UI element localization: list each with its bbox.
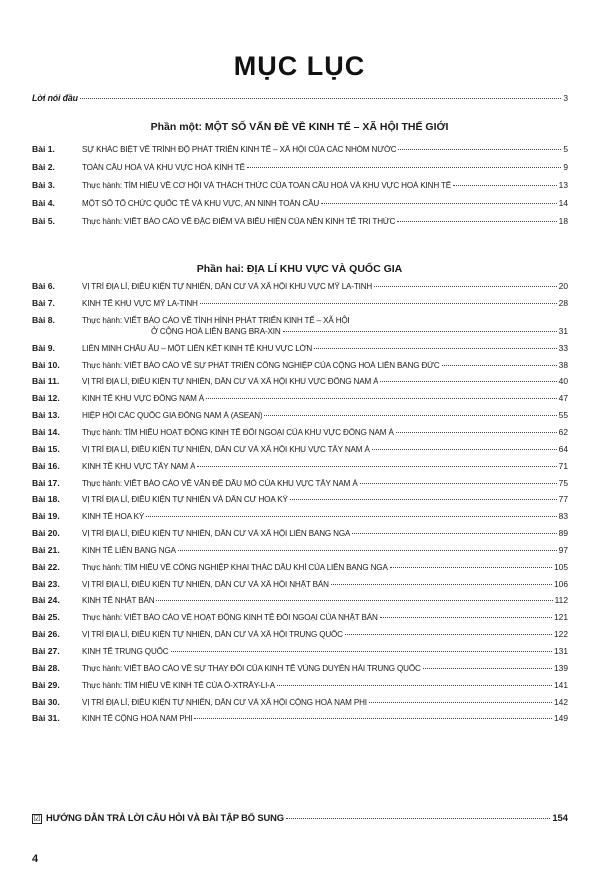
leader-dots <box>360 483 557 484</box>
leader-dots <box>286 818 551 819</box>
lesson-number: Bài 13. <box>32 410 60 421</box>
lesson-title: Thực hành: VIẾT BÁO CÁO VỀ TÌNH HÌNH PHÁT TRIỂN KINH TẾ – XÃ HỘI <box>82 315 350 325</box>
toc-preface-row[interactable] <box>32 93 568 103</box>
toc-entry[interactable] <box>32 697 568 707</box>
lesson-number: Bài 31. <box>32 713 60 724</box>
lesson-page: 105 <box>554 561 568 572</box>
part2-heading: Phần hai: ĐỊA LÍ KHU VỰC VÀ QUỐC GIA <box>196 263 403 275</box>
leader-dots <box>442 365 557 366</box>
lesson-title: Thực hành: TÌM HIỂU HOẠT ĐỘNG KINH TẾ ĐỐI NGOẠI CỦA KHU VỰC ĐÔNG NAM Á <box>82 427 394 437</box>
lesson-title: Thực hành: TÌM HIỂU VỀ CƠ HỘI VÀ THÁCH THỨC CỦA TOÀN CẦU HOÁ VÀ KHU VỰC HOÁ KINH TẾ <box>82 181 452 190</box>
lesson-number: Bài 28. <box>32 662 60 673</box>
toc-entry[interactable] <box>32 713 568 723</box>
lesson-title: LIÊN MINH CHÂU ÂU – MỘT LIÊN KẾT KINH TẾ KHU VỰC LỚN <box>82 343 313 353</box>
lesson-number: Bài 29. <box>32 679 60 690</box>
lesson-title: TOÀN CẦU HOÁ VÀ KHU VỰC HOÁ KINH TẾ <box>82 163 245 172</box>
lesson-title: VỊ TRÍ ĐỊA LÍ, ĐIỀU KIỆN TỰ NHIÊN, DÂN CƯ VÀ XÃ HỘI NHẬT BẢN <box>82 579 329 589</box>
lesson-number: Bài 10. <box>32 359 60 370</box>
lesson-number: Bài 20. <box>32 528 60 539</box>
lesson-number: Bài 11. <box>32 376 60 387</box>
lesson-number: Bài 4. <box>32 198 55 208</box>
lesson-page: 62 <box>558 426 568 437</box>
leader-dots <box>321 203 557 204</box>
lesson-title: VỊ TRÍ ĐỊA LÍ, ĐIỀU KIỆN TỰ NHIÊN, DÂN CƯ VÀ XÃ HỘI TRUNG QUỐC <box>82 630 343 640</box>
lesson-page: 13 <box>558 180 568 190</box>
toc-guide-row[interactable] <box>32 812 568 824</box>
leader-dots <box>314 348 557 349</box>
lesson-page: 77 <box>558 494 568 505</box>
leader-dots <box>374 286 557 287</box>
lesson-page: 141 <box>554 679 568 690</box>
lesson-number: Bài 12. <box>32 393 60 404</box>
toc-entry[interactable] <box>32 629 568 639</box>
toc-entry[interactable] <box>32 376 568 386</box>
lesson-number: Bài 23. <box>32 578 60 589</box>
toc-entry[interactable] <box>32 360 568 370</box>
lesson-page: 9 <box>563 162 568 172</box>
toc-entry[interactable] <box>32 494 568 504</box>
leader-dots <box>80 98 562 99</box>
preface-label: Lời nói đầu <box>32 93 78 103</box>
lesson-title: KINH TẾ KHU VỰC ĐÔNG NAM Á <box>82 394 205 404</box>
leader-dots <box>380 617 552 618</box>
lesson-number: Bài 21. <box>32 544 60 555</box>
lesson-page: 106 <box>554 578 568 589</box>
lesson-page: 83 <box>558 511 568 522</box>
lesson-page: 14 <box>558 198 568 208</box>
toc-entry[interactable] <box>32 646 568 656</box>
leader-dots <box>277 685 552 686</box>
lesson-number: Bài 24. <box>32 595 60 606</box>
lesson-page: 142 <box>554 696 568 707</box>
leader-dots <box>331 584 552 585</box>
lesson-number: Bài 27. <box>32 646 60 656</box>
toc-entry[interactable] <box>32 545 568 555</box>
toc-entry[interactable] <box>32 478 568 488</box>
leader-dots <box>398 149 561 150</box>
leader-dots <box>206 398 557 399</box>
toc-entry[interactable] <box>32 612 568 622</box>
page-number: 4 <box>32 853 39 865</box>
lesson-page: 18 <box>558 216 568 226</box>
lesson-page: 75 <box>558 477 568 488</box>
lesson-number: Bài 16. <box>32 460 60 471</box>
leader-dots <box>178 550 557 551</box>
preface-page: 3 <box>563 93 568 103</box>
lesson-title: VỊ TRÍ ĐỊA LÍ, ĐIỀU KIỆN TỰ NHIÊN, DÂN CƯ VÀ XÃ HỘI CỘNG HOÀ NAM PHI <box>82 697 367 707</box>
lesson-number: Bài 30. <box>32 696 60 707</box>
lesson-title: HIỆP HỘI CÁC QUỐC GIA ĐÔNG NAM Á (ASEAN) <box>82 411 263 421</box>
lesson-title: Thực hành: VIẾT BÁO CÁO VỀ ĐẶC ĐIỂM VÀ BIỂU HIỆN CỦA NỀN KINH TẾ TRI THỨC <box>82 217 396 226</box>
lesson-number: Bài 25. <box>32 612 60 623</box>
lesson-page: 31 <box>558 326 568 337</box>
leader-dots <box>423 668 552 669</box>
lesson-number: Bài 19. <box>32 511 60 522</box>
part1-heading: Phần một: MỘT SỐ VẤN ĐỀ VỀ KINH TẾ – XÃ HỘI THẾ GIỚI <box>150 121 449 133</box>
lesson-page: 121 <box>554 612 568 623</box>
lesson-title: VỊ TRÍ ĐỊA LÍ, ĐIỀU KIỆN TỰ NHIÊN, DÂN CƯ VÀ XÃ HỘI LIÊN BANG NGA <box>82 529 351 539</box>
checkbox-icon: ☑ <box>33 814 41 823</box>
lesson-number: Bài 18. <box>32 494 60 505</box>
leader-dots <box>171 651 553 652</box>
lesson-title: MỘT SỐ TỔ CHỨC QUỐC TẾ VÀ KHU VỰC, AN NINH TOÀN CẦU <box>82 199 320 208</box>
lesson-page: 131 <box>554 646 568 656</box>
toc-entry[interactable] <box>32 410 568 420</box>
lesson-title: KINH TẾ CỘNG HOÀ NAM PHI <box>82 714 193 724</box>
leader-dots <box>380 381 556 382</box>
lesson-title: KINH TẾ TRUNG QUỐC <box>82 647 169 656</box>
lesson-number: Bài 17. <box>32 477 60 488</box>
lesson-page: 149 <box>554 713 568 724</box>
lesson-title: Thực hành: VIẾT BÁO CÁO VỀ VẤN ĐỀ DẦU MỎ CỦA KHU VỰC TÂY NAM Á <box>82 478 358 488</box>
lesson-number: Bài 6. <box>32 281 55 291</box>
lesson-number: Bài 9. <box>32 342 55 353</box>
lesson-title: VỊ TRÍ ĐỊA LÍ, ĐIỀU KIỆN TỰ NHIÊN, DÂN CƯ VÀ XÃ HỘI KHU VỰC TÂY NAM Á <box>82 444 370 454</box>
leader-dots <box>264 415 556 416</box>
lesson-page: 33 <box>558 342 568 353</box>
toc-entry[interactable] <box>32 444 568 454</box>
toc-entry[interactable] <box>32 511 568 521</box>
lesson-page: 47 <box>558 393 568 404</box>
toc-entry[interactable] <box>32 162 568 172</box>
leader-dots <box>372 449 557 450</box>
lesson-title: Thực hành: VIẾT BÁO CÁO VỀ SỰ THAY ĐỔI CỦA KINH TẾ VÙNG DUYÊN HẢI TRUNG QUỐC <box>82 663 421 673</box>
toc-entry[interactable] <box>32 461 568 471</box>
leader-dots <box>352 533 556 534</box>
toc-entry[interactable] <box>32 562 568 572</box>
lesson-title: KINH TẾ NHẬT BẢN <box>82 596 155 606</box>
leader-dots <box>345 634 552 635</box>
lesson-page: 40 <box>558 376 568 387</box>
lesson-number: Bài 3. <box>32 180 55 190</box>
lesson-page: 112 <box>554 595 568 606</box>
lesson-title: Thực hành: TÌM HIỂU VỀ CÔNG NGHIỆP KHAI THÁC DẦU KHÍ CỦA LIÊN BANG NGA <box>82 562 388 572</box>
lesson-page: 139 <box>554 662 568 673</box>
guide-page: 154 <box>552 812 568 823</box>
lesson-page: 38 <box>558 359 568 370</box>
lesson-number: Bài 15. <box>32 443 60 454</box>
leader-dots <box>197 466 556 467</box>
lesson-page: 122 <box>554 629 568 640</box>
lesson-title: KINH TẾ KHU VỰC MỸ LA-TINH <box>82 298 198 308</box>
lesson-page: 71 <box>558 460 568 471</box>
lesson-page: 97 <box>558 544 568 555</box>
leader-dots <box>397 221 556 222</box>
page-title: MỤC LỤC <box>233 51 366 81</box>
toc-entry[interactable] <box>32 144 568 154</box>
lesson-title: KINH TẾ KHU VỰC TÂY NAM Á <box>82 461 196 471</box>
leader-dots <box>390 567 552 568</box>
lesson-title: Thực hành: VIẾT BÁO CÁO VỀ SỰ PHÁT TRIỂN CÔNG NGHIỆP CỦA CỘNG HOÀ LIÊN BANG ĐỨC <box>82 360 440 370</box>
lesson-title: VỊ TRÍ ĐỊA LÍ, ĐIỀU KIỆN TỰ NHIÊN VÀ DÂN CƯ HOA KỲ <box>82 495 288 505</box>
lesson-title: Thực hành: VIẾT BÁO CÁO VỀ HOẠT ĐỘNG KINH TẾ ĐỐI NGOẠI CỦA NHẬT BẢN <box>82 613 378 623</box>
lesson-title: Thực hành: TÌM HIỂU VỀ KINH TẾ CỦA Ô-XTRÂY-LI-A <box>82 680 275 690</box>
lesson-page: 5 <box>563 144 568 154</box>
leader-dots <box>200 303 557 304</box>
lesson-page: 28 <box>558 297 568 308</box>
toc-entry[interactable] <box>32 216 568 226</box>
leader-dots <box>453 185 557 186</box>
leader-dots <box>194 718 552 719</box>
toc-entry[interactable] <box>32 180 568 190</box>
toc-entry[interactable] <box>32 595 568 605</box>
toc-entry[interactable] <box>32 198 568 208</box>
lesson-page: 89 <box>558 528 568 539</box>
toc-entry[interactable] <box>32 680 568 690</box>
leader-dots <box>396 432 557 433</box>
leader-dots <box>369 702 552 703</box>
toc-entry[interactable] <box>32 315 568 338</box>
lesson-title: VỊ TRÍ ĐỊA LÍ, ĐIỀU KIỆN TỰ NHIÊN, DÂN CƯ VÀ XÃ HỘI KHU VỰC MỸ LA-TINH <box>82 282 373 291</box>
toc-entry[interactable] <box>32 343 568 353</box>
lesson-title: KINH TẾ HOA KỲ <box>82 512 145 522</box>
toc-entry[interactable] <box>32 298 568 308</box>
lesson-page: 20 <box>558 281 568 291</box>
lesson-number: Bài 5. <box>32 216 55 226</box>
lesson-number: Bài 14. <box>32 426 60 437</box>
lesson-page: 64 <box>558 443 568 454</box>
lesson-title-cont: Ở CỘNG HOÀ LIÊN BANG BRA-XIN <box>151 327 281 337</box>
toc-entry[interactable] <box>32 281 568 291</box>
leader-dots <box>156 600 552 601</box>
lesson-number: Bài 7. <box>32 297 55 308</box>
lesson-title: VỊ TRÍ ĐỊA LÍ, ĐIỀU KIỆN TỰ NHIÊN, DÂN CƯ VÀ XÃ HỘI KHU VỰC ĐÔNG NAM Á <box>82 377 379 387</box>
leader-dots <box>146 516 557 517</box>
guide-label: HƯỚNG DẪN TRẢ LỜI CÂU HỎI VÀ BÀI TẬP BỔ SUNG <box>46 812 284 823</box>
toc-entry[interactable] <box>32 528 568 538</box>
lesson-number: Bài 1. <box>32 144 55 154</box>
lesson-number: Bài 2. <box>32 162 55 172</box>
lesson-title: KINH TẾ LIÊN BANG NGA <box>82 545 176 555</box>
toc-entry[interactable] <box>32 427 568 437</box>
toc-entry[interactable] <box>32 393 568 403</box>
toc-entry[interactable] <box>32 579 568 589</box>
leader-dots <box>283 331 557 332</box>
lesson-number: Bài 8. <box>32 314 55 325</box>
lesson-page: 55 <box>558 410 568 421</box>
leader-dots <box>290 499 557 500</box>
leader-dots <box>247 167 562 168</box>
toc-entry[interactable] <box>32 663 568 673</box>
lesson-title: SỰ KHÁC BIỆT VỀ TRÌNH ĐỘ PHÁT TRIỂN KINH TẾ – XÃ HỘI CỦA CÁC NHÓM NƯỚC <box>82 145 397 154</box>
lesson-number: Bài 26. <box>32 629 60 640</box>
lesson-number: Bài 22. <box>32 561 60 572</box>
